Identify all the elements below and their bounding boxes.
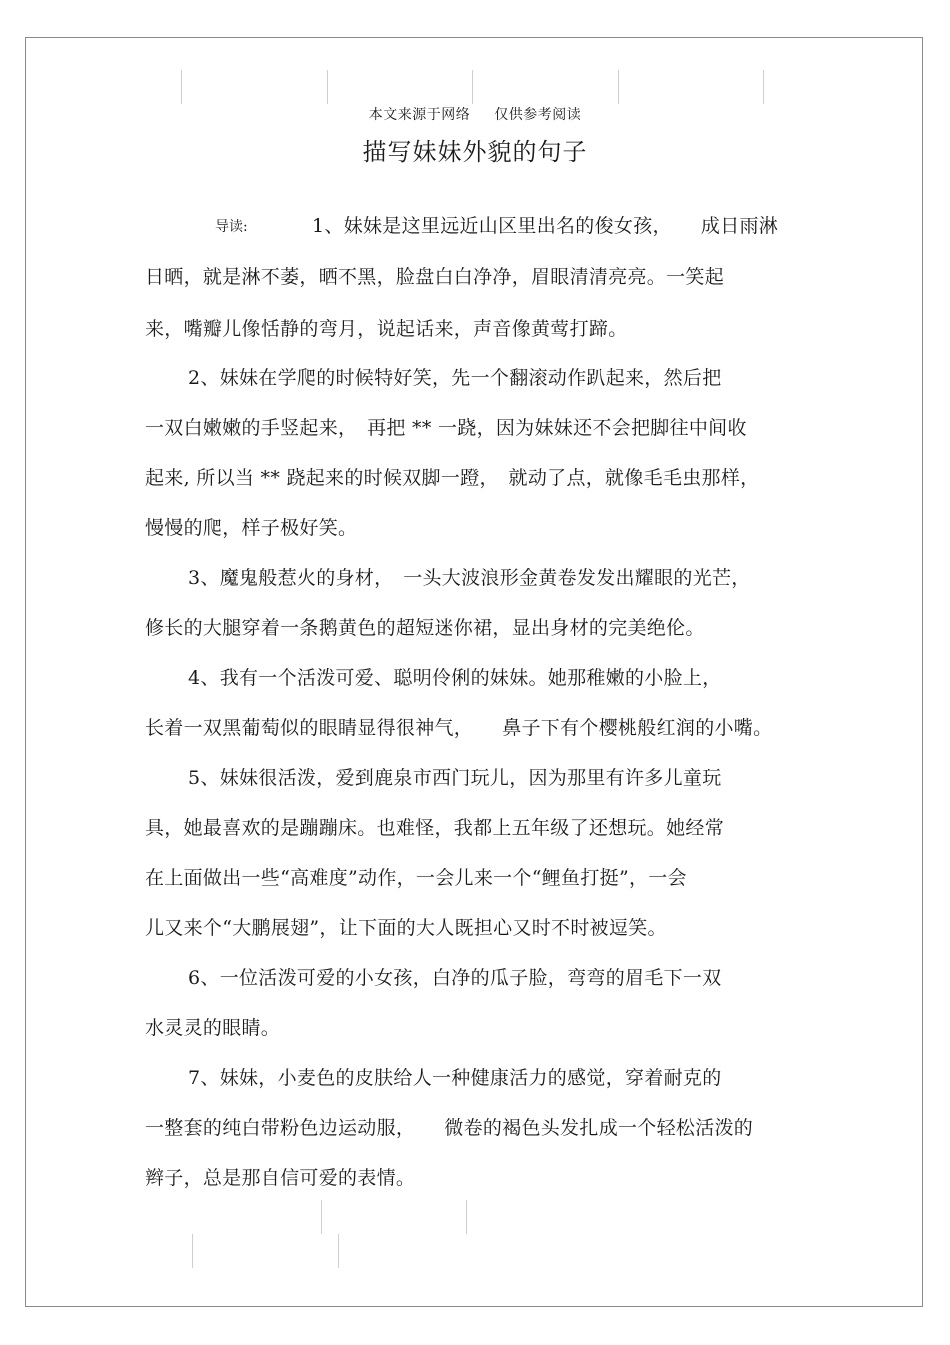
page-title: 描写妹妹外貌的句子 — [362, 138, 588, 166]
body-line: 6、一位活泼可爱的小女孩，白净的瓜子脸，弯弯的眉毛下一双 — [188, 967, 722, 989]
body-line: 在上面做出一些“高难度”动作，一会儿来一个“鲤鱼打挺”，一会 — [145, 867, 687, 889]
body-line: 修长的大腿穿着一条鹅黄色的超短迷你裙，显出身材的完美绝伦。 — [145, 617, 705, 639]
body-line: 慢慢的爬，样子极好笑。 — [145, 517, 358, 539]
body-line: 5、妹妹很活泼，爱到鹿泉市西门玩儿，因为那里有许多儿童玩 — [188, 767, 722, 789]
body-line: 7、妹妹，小麦色的皮肤给人一种健康活力的感觉，穿着耐克的 — [188, 1067, 722, 1089]
bottom-tick-1 — [321, 1200, 322, 1234]
body-line: 来，嘴瓣儿像恬静的弯月，说起话来，声音像黄莺打蹄。 — [145, 318, 628, 340]
body-line: 一双白嫩嫩的手竖起来， 再把 ** 一跷，因为妹妹还不会把脚往中间收 — [145, 417, 747, 439]
body-line: 3、魔鬼般惹火的身材， 一头大波浪形金黄卷发发出耀眼的光芒， — [188, 567, 751, 589]
guide-label: 导读: — [215, 219, 248, 235]
body-line: 日晒，就是淋不萎，晒不黑，脸盘白白净净，眉眼清清亮亮。一笑起 — [145, 266, 725, 288]
bottom-tick-2 — [466, 1200, 467, 1234]
body-line: 起来, 所以当 ** 跷起来的时候双脚一蹬， 就动了点，就像毛毛虫那样， — [145, 467, 760, 489]
top-tick-5 — [763, 70, 764, 104]
body-line: 水灵灵的眼睛。 — [145, 1017, 281, 1039]
body-line: 2、妹妹在学爬的时候特好笑，先一个翻滚动作趴起来，然后把 — [188, 367, 722, 389]
body-line: 儿又来个“大鹏展翅”，让下面的大人既担心又时不时被逗笑。 — [145, 917, 667, 939]
body-line: 辫子，总是那自信可爱的表情。 — [145, 1167, 416, 1189]
source-note-right: 仅供参考阅读 — [494, 107, 582, 123]
source-note-left: 本文来源于网络 — [368, 107, 471, 123]
bottom-tick-4 — [338, 1234, 339, 1268]
body-line: 1、妹妹是这里远近山区里出名的俊女孩， 成日雨淋 — [312, 215, 779, 237]
top-tick-3 — [472, 70, 473, 104]
top-tick-2 — [327, 70, 328, 104]
source-note — [0, 104, 950, 124]
top-tick-4 — [618, 70, 619, 104]
body-line: 长着一双黑葡萄似的眼睛显得很神气， 鼻子下有个樱桃般红润的小嘴。 — [145, 717, 773, 739]
body-line: 4、我有一个活泼可爱、聪明伶俐的妹妹。她那稚嫩的小脸上， — [188, 667, 722, 689]
body-line: 一整套的纯白带粉色边运动服， 微卷的褐色头发扎成一个轻松活泼的 — [145, 1117, 754, 1139]
top-tick-1 — [181, 70, 182, 104]
bottom-tick-3 — [192, 1234, 193, 1268]
body-line: 具，她最喜欢的是蹦蹦床。也难怪，我都上五年级了还想玩。她经常 — [145, 817, 725, 839]
